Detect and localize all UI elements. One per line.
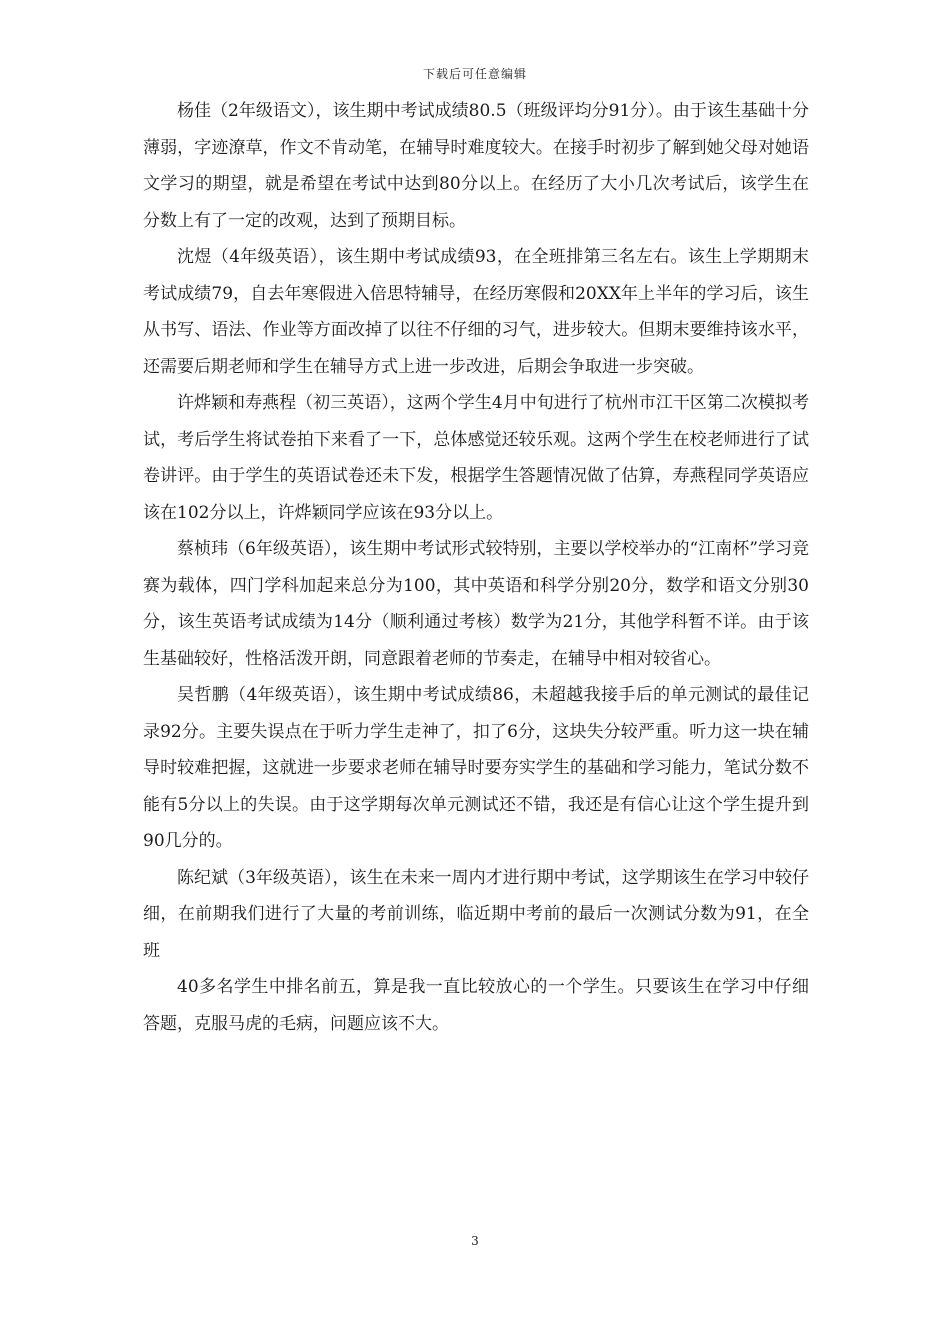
paragraph-xu-shou: 许烨颖和寿燕程（初三英语），这两个学生4月中旬进行了杭州市江干区第二次模拟考试，考后学生将试卷拍下来看了一下，总体感觉还较乐观。这两个学生在校老师进行了试卷讲评。由于学生的英语试卷还未下发，根据学生答题情况做了估算，寿燕程同学英语应该在102分以上，许烨颖同学应该在93分以上。: [143, 393, 809, 523]
paragraph-chen-jibin-continued: 40多名学生中排名前五，算是我一直比较放心的一个学生。只要该生在学习中仔细答题，克服马虎的毛病，问题应该不大。: [143, 977, 809, 1034]
paragraph-wu-zhepeng: 吴哲鹏（4年级英语），该生期中考试成绩86，未超越我接手后的单元测试的最佳记录92分。主要失误点在于听力学生走神了，扣了6分，这块失分较严重。听力这一块在辅导时较难把握，这就进一步要求老师在辅导时要夯实学生的基础和学习能力，笔试分数不能有5分以上的失误。由于这学期每次单元测试还不错，我还是有信心让这个学生提升到90几分的。: [143, 685, 809, 851]
page-header: 下载后可任意编辑: [422, 67, 527, 81]
paragraph-yang-jia: 杨佳（2年级语文），该生期中考试成绩80.5（班级评均分91分）。由于该生基础十分薄弱，字迹潦草，作文不肯动笔，在辅导时难度较大。在接手时初步了解到她父母对她语文学习的期望，就是希望在考试中达到80分以上。在经历了大小几次考试后，该学生在分数上有了一定的改观，达到了预期目标。: [143, 101, 809, 231]
document-body: [143, 93, 809, 1042]
paragraph-cai-zhenwei: 蔡桢玮（6年级英语），该生期中考试形式较特别，主要以学校举办的“江南杯”学习竞赛为载体，四门学科加起来总分为100，其中英语和科学分别20分，数学和语文分别30分，该生英语考试成绩为14分（顺利通过考核）数学为21分，其他学科暂不详。由于该生基础较好，性格活泼开朗，同意跟着老师的节奏走，在辅导中相对较省心。: [143, 539, 809, 669]
paragraph-chen-jibin: 陈纪斌（3年级英语），该生在未来一周内才进行期中考试，这学期该生在学习中较仔细，在前期我们进行了大量的考前训练，临近期中考前的最后一次测试分数为91，在全班: [143, 867, 809, 961]
page-number: 3: [471, 1234, 479, 1248]
paragraph-shen-yu: 沈煜（4年级英语），该生期中考试成绩93，在全班排第三名左右。该生上学期期末考试成绩79，自去年寒假进入倍思特辅导，在经历寒假和20XX年上半年的学习后，该生从书写、语法、作业等方面改掉了以往不仔细的习气，进步较大。但期末要维持该水平，还需要后期老师和学生在辅导方式上进一步改进，后期会争取进一步突破。: [143, 247, 809, 377]
